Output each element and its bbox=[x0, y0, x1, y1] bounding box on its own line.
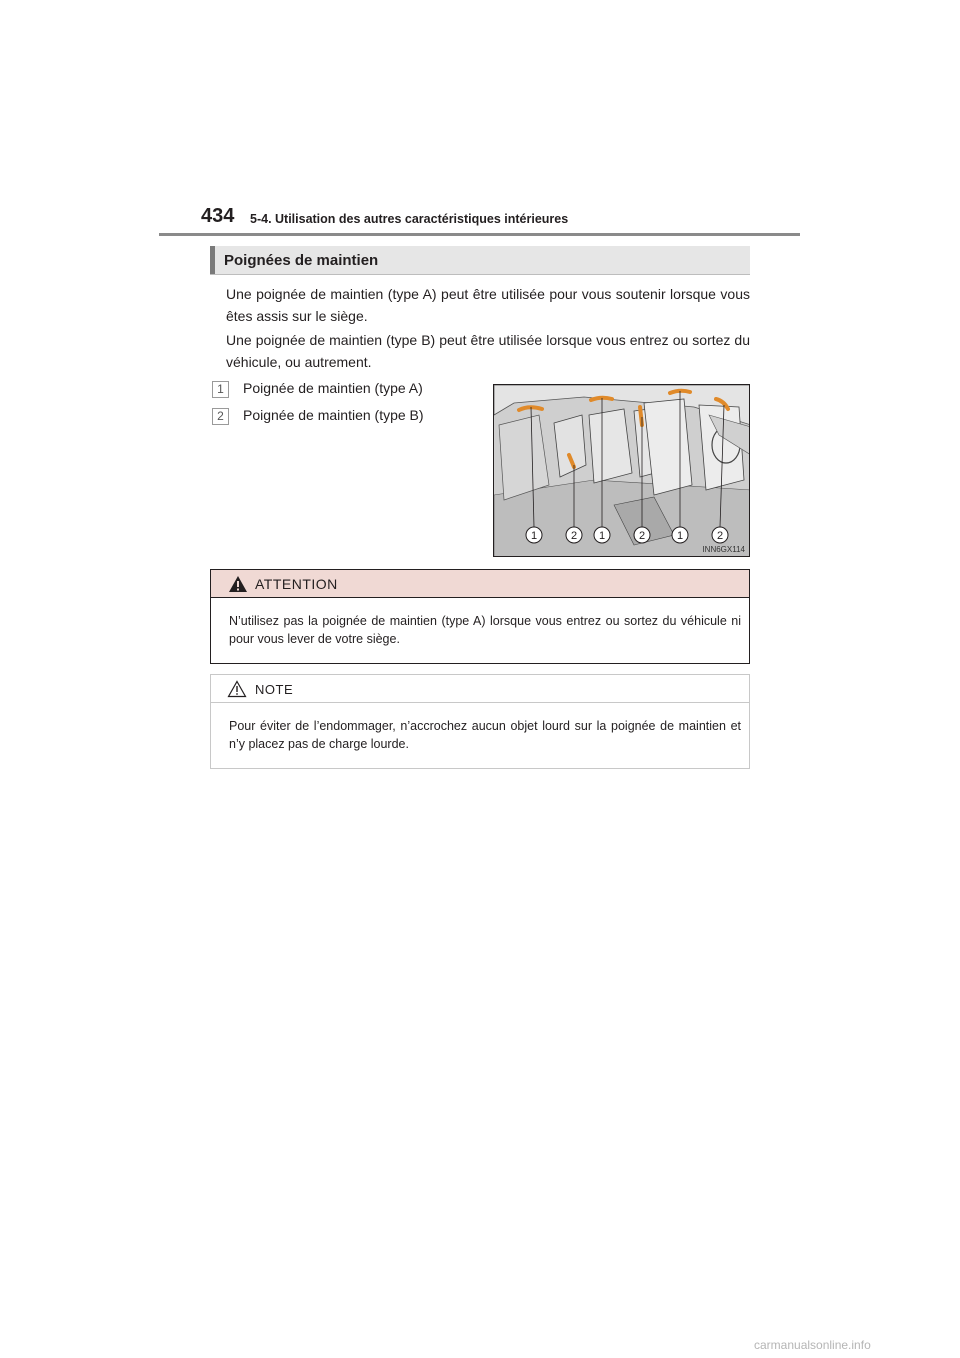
callout-label: 1 bbox=[530, 530, 538, 542]
callout-label: 2 bbox=[638, 530, 646, 542]
note-title: NOTE bbox=[255, 682, 294, 697]
interior-drawing bbox=[494, 385, 750, 557]
front-passenger-seat bbox=[644, 399, 692, 495]
page-number: 434 bbox=[201, 205, 235, 227]
warning-text: N’utilisez pas la poignée de maintien (type A) lorsque vous entrez ou sortez du véhicule ni pour vous lever de votre siège. bbox=[229, 614, 741, 646]
warning-box bbox=[210, 569, 750, 664]
legend-item-type-a bbox=[212, 379, 492, 401]
body-paragraph-2: Une poignée de maintien (type B) peut être utilisée lorsque vous entrez ou sortez du véhicule, ou autrement. bbox=[226, 332, 750, 370]
grab-handle-type-a bbox=[591, 398, 612, 400]
legend-number-badge: 1 bbox=[212, 381, 229, 398]
warning-header bbox=[211, 570, 749, 598]
section-accent bbox=[210, 246, 215, 274]
warning-title: ATTENTION bbox=[255, 576, 338, 592]
watermark: carmanualsonline.info bbox=[754, 1338, 871, 1352]
chapter-title: 5-4. Utilisation des autres caractéristiques intérieures bbox=[250, 212, 569, 226]
legend-item-type-b bbox=[212, 406, 492, 428]
second-row-seat-left bbox=[589, 409, 632, 483]
header-rule bbox=[159, 233, 800, 236]
page-header bbox=[159, 205, 800, 237]
legend-label: Poignée de maintien (type A) bbox=[243, 380, 423, 396]
caution-outline-icon bbox=[227, 680, 247, 698]
note-box bbox=[210, 674, 750, 769]
note-header bbox=[211, 675, 749, 703]
callout-label: 2 bbox=[570, 530, 578, 542]
image-code: INN6GX114 bbox=[702, 545, 745, 554]
cargo-area bbox=[499, 415, 549, 500]
grab-handle-type-a bbox=[519, 407, 542, 410]
section-heading-bar bbox=[210, 246, 750, 275]
vehicle-interior-illustration bbox=[493, 384, 750, 557]
legend-number-badge: 2 bbox=[212, 408, 229, 425]
third-row-seat bbox=[554, 415, 586, 477]
legend-label: Poignée de maintien (type B) bbox=[243, 407, 424, 423]
callout-label: 2 bbox=[716, 530, 724, 542]
callout-label: 1 bbox=[676, 530, 684, 542]
section-title: Poignées de maintien bbox=[224, 252, 379, 269]
note-text: Pour éviter de l’endommager, n’accrochez aucun objet lourd sur la poignée de maintien et n’y placez pas de charge lourde. bbox=[229, 719, 741, 751]
callout-label: 1 bbox=[598, 530, 606, 542]
body-paragraph-1: Une poignée de maintien (type A) peut être utilisée pour vous soutenir lorsque vous êtes assis sur le siège. bbox=[226, 286, 750, 324]
warning-triangle-icon bbox=[228, 575, 248, 593]
